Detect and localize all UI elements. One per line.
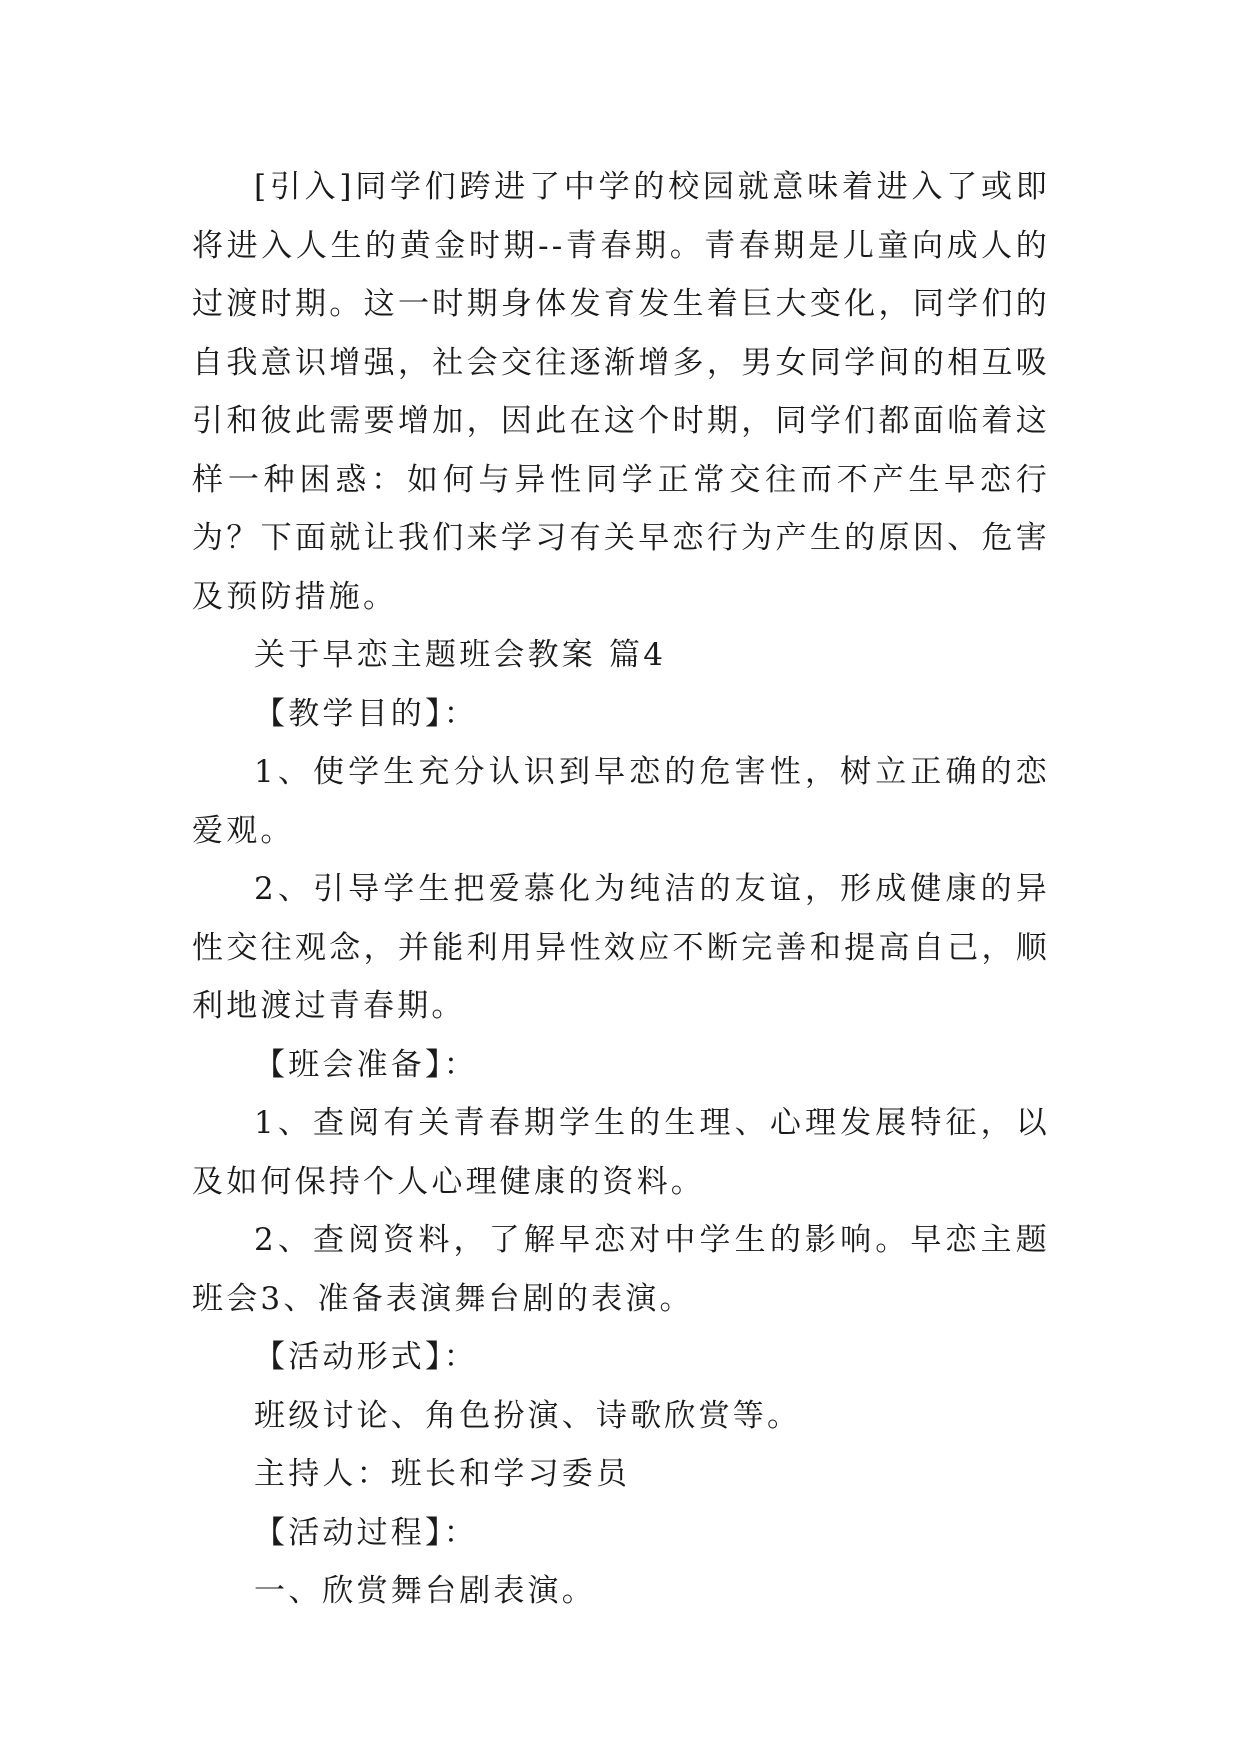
process-step-1: 一、欣赏舞台剧表演。 <box>254 1573 596 1609</box>
activity-form-text: 班级讨论、角色扮演、诗歌欣赏等。 <box>254 1397 802 1434</box>
document-body <box>192 158 1050 1621</box>
goal-item-2: 2、引导学生把爱慕化为纯洁的友谊，形成健康的异性交往观念，并能利用异性效应不断完善和提高自己，顺利地渡过青春期。 <box>192 871 1050 1024</box>
host-line: 主持人：班长和学习委员 <box>254 1456 631 1492</box>
preparation-heading: 【班会准备】： <box>254 1046 478 1083</box>
section-heading: 关于早恋主题班会教案 篇4 <box>254 637 667 673</box>
goal-item-1: 1、使学生充分认识到早恋的危害性，树立正确的恋爱观。 <box>192 754 1050 849</box>
activity-form-heading: 【活动形式】： <box>254 1339 478 1375</box>
teaching-goals-heading: 【教学目的】： <box>254 695 478 732</box>
preparation-item-2: 2、查阅资料，了解早恋对中学生的影响。早恋主题班会3、准备表演舞台剧的表演。 <box>192 1222 1050 1317</box>
intro-paragraph: [引入]同学们跨进了中学的校园就意味着进入了或即将进入人生的黄金时期--青春期。青春期是儿童向成人的过渡时期。这一时期身体发育发生着巨大变化，同学们的自我意识增强，社会交往逐渐增多，男女同学间的相互吸引和彼此需要增加，因此在这个时期，同学们都面临着这样一种困惑：如何与异性同学正常交往而不产生早恋行为？下面就让我们来学习有关早恋行为产生的原因、危害及预防措施。 <box>192 169 1050 615</box>
activity-process-heading: 【活动过程】： <box>254 1514 478 1551</box>
preparation-item-1: 1、查阅有关青春期学生的生理、心理发展特征，以及如何保持个人心理健康的资料。 <box>192 1105 1050 1200</box>
